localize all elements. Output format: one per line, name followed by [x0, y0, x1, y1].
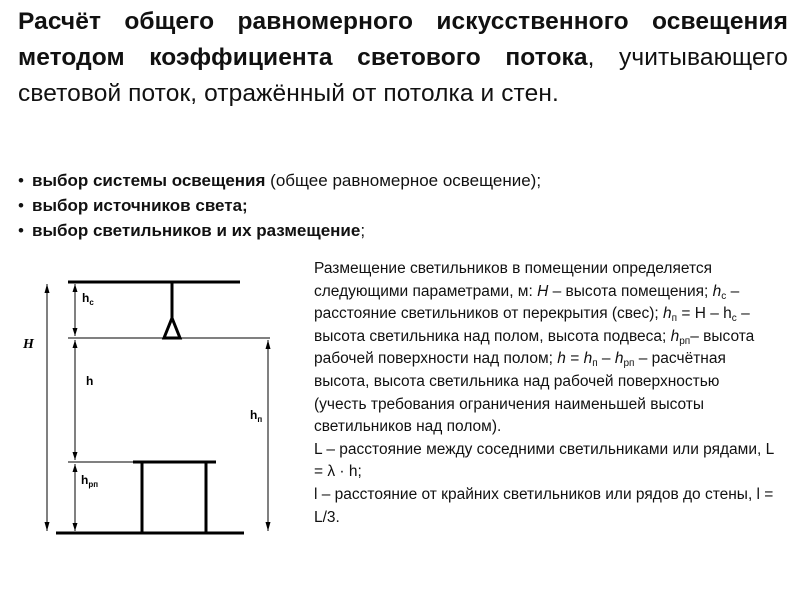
arrow-icon	[73, 452, 78, 460]
bullet-item	[18, 218, 541, 243]
bullet-icon: •	[18, 221, 24, 240]
label-hc: $h_с$	[82, 291, 94, 307]
arrow-icon	[45, 522, 50, 531]
bullet-bold: выбор источников света;	[32, 196, 248, 215]
bullet-normal: ;	[360, 221, 366, 240]
label-hp: $h_п$	[250, 408, 263, 424]
bullet-icon: •	[18, 171, 24, 190]
arrow-icon	[73, 523, 78, 531]
arrow-icon	[73, 464, 78, 472]
page-title	[18, 4, 788, 112]
arrow-icon	[266, 340, 271, 349]
arrow-icon	[73, 328, 78, 336]
bullet-icon: •	[18, 196, 24, 215]
arrow-icon	[73, 340, 78, 348]
label-h: h	[86, 374, 94, 388]
arrow-icon	[45, 284, 50, 293]
lamp-icon	[164, 318, 180, 338]
label-hrp: $h_{рп}$	[81, 473, 99, 489]
arrow-icon	[73, 284, 78, 292]
bullet-item	[18, 193, 541, 218]
bullet-normal: (общее равномерное освещение);	[265, 171, 542, 190]
arrow-icon	[266, 522, 271, 531]
label-H: H	[23, 337, 34, 352]
title-bold: Расчёт общего равномерного искусственного освещения методом коэффициента светового потока	[18, 8, 788, 71]
title-normal: , учитывающего световой поток, отражённый от потолка и стен.	[18, 44, 788, 107]
lighting-diagram	[0, 268, 310, 600]
bullet-item	[18, 168, 541, 193]
distance-l-text: l – расстояние от крайних светильников или рядов до стены, l = L/3.	[314, 485, 774, 526]
parameters-description	[314, 258, 776, 529]
bullet-bold: выбор системы освещения	[32, 171, 266, 190]
distance-L-text: L – расстояние между соседними светильниками или рядами, L = λ · h;	[314, 440, 774, 481]
description-paragraph: Размещение светильников в помещении определяется следующими параметрами, м: H – высота помещения; $h_с$ – расстояние светильников от перекрытия (свес); $h_п = H - h_с$ – высота светильника над полом, высота подвеса; $h_{рп}-$ высота рабочей поверхности над полом; $h = h_п - h_{рп}$ – расчётная высота, высота светильника над рабочей поверхностью (учесть требования ограничения наименьшей высоты светильников над полом).	[314, 260, 755, 436]
bullet-list	[18, 168, 541, 243]
bullet-bold: выбор светильников и их размещение	[32, 221, 361, 240]
dimension-arrows	[45, 284, 271, 531]
